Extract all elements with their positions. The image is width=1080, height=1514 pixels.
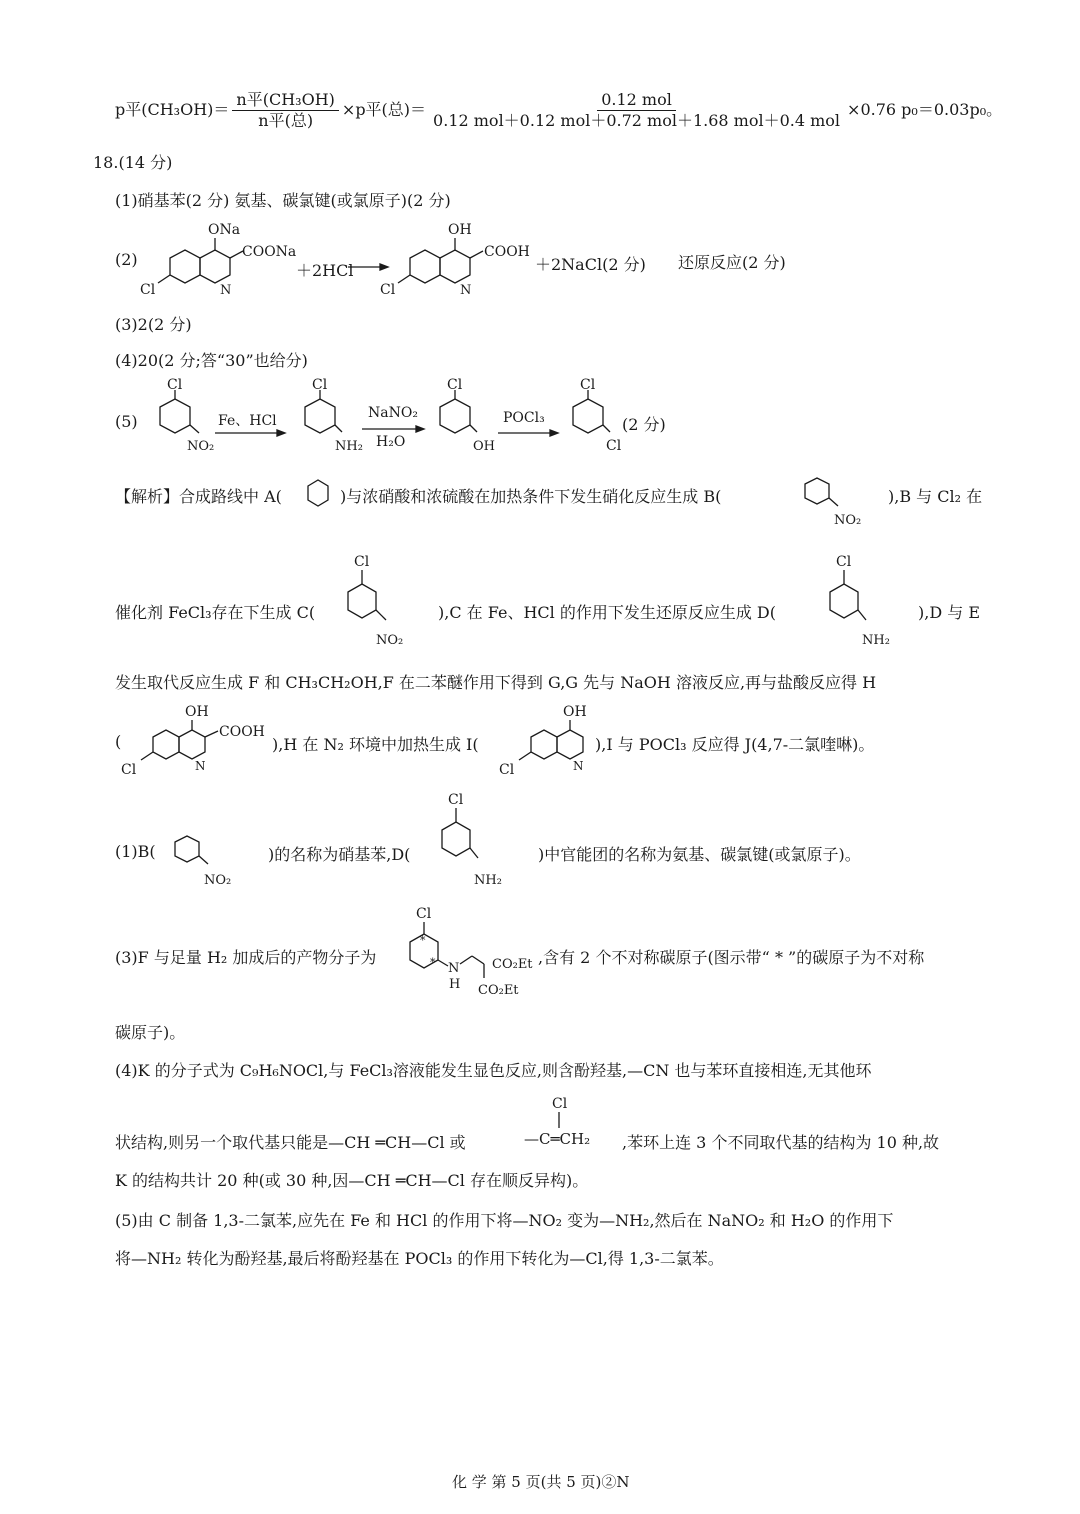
cl-label: Cl (121, 762, 137, 778)
analysis-p1a: (1)B( (115, 842, 156, 861)
step2-reagent-top: NaNO₂ (368, 405, 418, 421)
n-label: N (220, 283, 232, 298)
cl-label: Cl (380, 282, 396, 298)
nitrochlorobenzene-structure (135, 377, 215, 462)
analysis-line-1c: ),B 与 Cl₂ 在 (888, 487, 983, 506)
step1-arrow (215, 428, 285, 438)
analysis-l1a: 【解析】合成路线中 A( (115, 487, 282, 506)
chiral-star: * (420, 934, 426, 947)
fraction-mole-ratio (232, 90, 338, 131)
frac2-denominator: 0.12 mol＋0.12 mol＋0.72 mol＋1.68 mol＋0.4 mol (433, 111, 841, 130)
n-label: N (573, 759, 584, 773)
n-label: N (448, 961, 460, 976)
benzene-structure (298, 474, 338, 514)
no2-label: NO₂ (376, 633, 404, 648)
answer-5-label: (5) (115, 412, 138, 431)
oh-label: OH (563, 704, 587, 720)
no2-label: NO₂ (187, 439, 215, 454)
oh-label: OH (473, 439, 495, 454)
analysis-p5a: (5)由 C 制备 1,3-二氯苯,应先在 Fe 和 HCl 的作用下将—NO₂ 变为—NH₂,然后在 NaNO₂ 和 H₂O 的作用下 (115, 1211, 894, 1230)
cl-label: Cl (606, 438, 622, 454)
frac1-numerator: n平(CH₃OH) (232, 90, 338, 111)
coona-label: COONa (242, 244, 297, 260)
analysis-p1b: )的名称为硝基苯,D( (268, 845, 411, 864)
analysis-line-2b: ),C 在 Fe、HCl 的作用下发生还原反应生成 D( (438, 603, 776, 622)
answer-1: (1)硝基苯(2 分) 氨基、碳氯键(或氯原子)(2 分) (115, 191, 451, 210)
compound-h-structure (115, 702, 275, 782)
compound-d-structure-2 (432, 790, 522, 900)
nitrobenzene-structure (790, 472, 870, 532)
compound-d-structure (820, 552, 910, 662)
answer-2-label: (2) (115, 250, 138, 269)
analysis-line-4a: ( (115, 732, 122, 751)
oh-label: OH (448, 222, 472, 238)
h-label: H (449, 977, 461, 992)
plus-hcl: ＋2HCl (296, 261, 354, 280)
n-label: N (460, 283, 472, 298)
nitrobenzene-structure-2 (160, 830, 250, 890)
co2et-label: CO₂Et (492, 957, 533, 972)
page-footer: 化 学 第 5 页(共 5 页)②N (452, 1473, 630, 1491)
frac1-denominator: n平(总) (258, 111, 314, 130)
cl-label: Cl (354, 554, 370, 570)
chiral-star: * (430, 956, 436, 969)
chlorovinyl-structure (524, 1092, 634, 1152)
chloroaniline-structure (280, 377, 363, 462)
analysis-p4b: 状结构,则另一个取代基只能是—CH ═CH—Cl 或 (115, 1133, 466, 1152)
analysis-p4b2: ,苯环上连 3 个不同取代基的结构为 10 种,故 (622, 1133, 940, 1152)
step2-reagent-bottom: H₂O (376, 434, 406, 450)
analysis-line-2c: ),D 与 E (918, 603, 981, 622)
analysis-p1c: )中官能团的名称为氨基、碳氯键(或氯原子)。 (538, 845, 861, 864)
analysis-line-1 (115, 484, 282, 507)
analysis-p5b: 将—NH₂ 转化为酚羟基,最后将酚羟基在 POCl₃ 的作用下转化为—Cl,得 1,3-二氯苯。 (115, 1249, 724, 1268)
analysis-line-4c: ),I 与 POCl₃ 反应得 J(4,7-二氯喹啉)。 (595, 735, 875, 754)
cooh-label: COOH (484, 244, 530, 260)
no2-label: NO₂ (834, 513, 862, 528)
nh2-label: NH₂ (335, 439, 363, 454)
vinyl-label: —C═CH₂ (524, 1130, 591, 1148)
cl-label: Cl (140, 282, 156, 298)
frac2-numerator: 0.12 mol (597, 90, 676, 111)
cl-label: Cl (416, 906, 432, 922)
analysis-p3c: 碳原子)。 (115, 1023, 186, 1042)
cl-label: Cl (552, 1096, 568, 1112)
hydrogenated-product-structure (400, 902, 540, 1012)
question-header: 18.(14 分) (93, 153, 173, 172)
cooh-label: COOH (219, 724, 265, 740)
analysis-line-3: 发生取代反应生成 F 和 CH₃CH₂OH,F 在二苯醚作用下得到 G,G 先与 NaOH 溶液反应,再与盐酸反应得 H (115, 673, 877, 692)
quinoline-acid-structure (380, 218, 540, 298)
cl-label: Cl (448, 792, 464, 808)
analysis-p3b: ,含有 2 个不对称碳原子(图示带“ * ”的碳原子为不对称 (538, 948, 925, 967)
analysis-p4a: (4)K 的分子式为 C₉H₆NOCl,与 FeCl₃溶液能发生显色反应,则含酚羟基,—CN 也与苯环直接相连,无其他环 (115, 1061, 872, 1080)
nh2-label: NH₂ (862, 633, 890, 648)
compound-c-structure (338, 552, 428, 662)
analysis-p3a: (3)F 与足量 H₂ 加成后的产物分子为 (115, 948, 377, 967)
dichlorobenzene-structure (548, 377, 628, 462)
step3-reagent: POCl₃ (503, 410, 545, 426)
compound-i-structure (493, 702, 603, 782)
n-label: N (195, 759, 206, 773)
cl-label: Cl (499, 762, 515, 778)
answer-3: (3)2(2 分) (115, 315, 192, 334)
formula-mid: ×p平(总)＝ (341, 100, 427, 119)
partial-pressure-formula (115, 88, 1002, 132)
plus-nacl: ＋2NaCl(2 分) (535, 255, 646, 274)
formula-tail: ×0.76 p₀＝0.03p₀。 (847, 100, 1003, 119)
cl-label: Cl (312, 377, 328, 393)
analysis-line-2a: 催化剂 FeCl₃存在下生成 C( (115, 603, 316, 622)
cl-label: Cl (167, 377, 183, 393)
answer-5-score: (2 分) (622, 415, 666, 434)
fraction-values (429, 90, 844, 131)
no2-label: NO₂ (204, 873, 232, 888)
oh-label: OH (185, 704, 209, 720)
step1-reagent: Fe、HCl (218, 413, 277, 429)
co2et-label: CO₂Et (478, 983, 519, 998)
ona-label: ONa (208, 222, 241, 238)
formula-lhs: p平(CH₃OH)＝ (115, 100, 230, 119)
answer-4: (4)20(2 分;答“30”也给分) (115, 351, 308, 370)
reaction-type: 还原反应(2 分) (678, 253, 786, 272)
analysis-line-4b: ),H 在 N₂ 环境中加热生成 I( (272, 735, 479, 754)
chlorophenol-structure (415, 377, 495, 462)
analysis-line-1b: )与浓硝酸和浓硫酸在加热条件下发生硝化反应生成 B( (340, 487, 722, 506)
cl-label: Cl (580, 377, 596, 393)
analysis-p4c: K 的结构共计 20 种(或 30 种,因—CH ═CH—Cl 存在顺反异构)。 (115, 1171, 589, 1190)
cl-label: Cl (836, 554, 852, 570)
nh2-label: NH₂ (474, 873, 502, 888)
cl-label: Cl (447, 377, 463, 393)
